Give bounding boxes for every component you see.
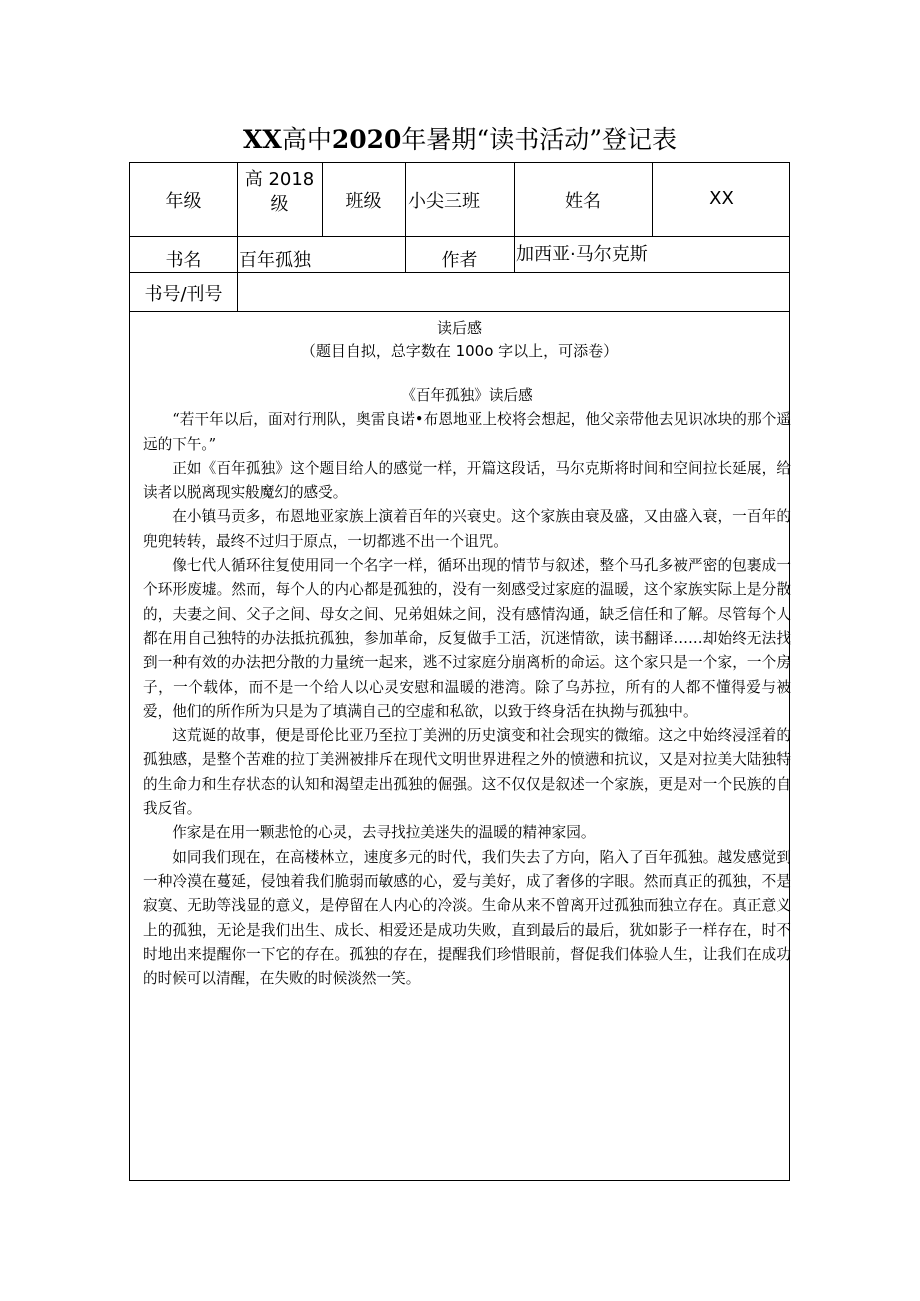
page-title [0,120,920,156]
essay-paragraph: “若干年以后，面对行刑队，奥雷良诺•布恩地亚上校将会想起，他父亲带他去见识冰块的那个遥远的下午。” [143,411,791,453]
review-essay [143,384,791,991]
col-divider [237,272,238,311]
class-value: 小尖三班 [408,191,480,212]
author-value: 加西亚·马尔克斯 [516,244,648,265]
col-divider [514,236,515,272]
name-value: XX [709,188,734,209]
essay-title: 《百年孤独》读后感 [401,387,533,404]
row-divider [130,236,789,237]
title-prefix: XX [243,125,282,154]
review-heading: 读后感 [436,319,482,337]
author-label: 作者 [441,250,478,271]
book-label: 书名 [165,250,202,271]
col-divider [405,163,406,236]
essay-paragraph: 在小镇马贡多，布恩地亚家族上演着百年的兴衰史。这个家族由衰及盛，又由盛入衰，一百年的兜兜转转，最终不过归于原点，一切都逃不出一个诅咒。 [143,508,791,550]
col-divider [237,236,238,272]
book-value: 百年孤独 [239,250,311,271]
title-middle: 高中 [281,125,332,154]
row-divider [130,311,789,312]
essay-paragraph: 如同我们现在，在高楼林立，速度多元的时代，我们失去了方向，陷入了百年孤独。越发感觉到一种冷漠在蔓延，侵蚀着我们脆弱而敏感的心，爱与美好，成了奢侈的字眼。然而真正的孤独，不是寂寞、无助等浅显的意义，是停留在人内心的冷淡。生命从来不曾离开过孤独而独立存在。真正意义上的孤独，无论是我们出生、成长、相爱还是成功失败，直到最后的最后，犹如影子一样存在，时不时地出来提醒你一下它的存在。孤独的存在，提醒我们珍惜眼前，督促我们体验人生，让我们在成功的时候可以清醒，在失败的时候淡然一笑。 [143,848,791,988]
essay-paragraph: 这荒诞的故事，便是哥伦比亚乃至拉丁美洲的历史演变和社会现实的微缩。这之中始终浸淫着的孤独感，是整个苦难的拉丁美洲被排斥在现代文明世界进程之外的愤懑和抗议，又是对拉美大陆独特的生命力和生存状态的认知和渴望走出孤独的倔强。这不仅仅是叙述一个家族，更是对一个民族的自我反省。 [143,727,791,818]
grade-label: 年级 [165,191,202,212]
title-rest: 年暑期“读书活动”登记表 [401,125,677,154]
essay-paragraph: 正如《百年孤独》这个题目给人的感觉一样，开篇这段话，马尔克斯将时间和空间拉长延展，给读者以脱离现实般魔幻的感受。 [143,459,791,502]
title-year: 2020 [331,125,402,154]
class-label: 班级 [345,191,382,212]
review-instruction: （题目自拟，总字数在 100o 字以上，可添卷） [300,342,619,360]
grade-value: 高 2018 级 [244,169,315,215]
essay-paragraph: 像七代人循环往复使用同一个名字一样，循环出现的情节与叙述，整个马孔多被严密的包裹成一个环形废墟。然而，每个人的内心都是孤独的，没有一刻感受过家庭的温暖，这个家族实际上是分散的，夫妻之间、父子之间、母女之间、兄弟姐妹之间，没有感情沟通，缺乏信任和了解。尽管每个人都在用自己独特的办法抵抗孤独，参加革命，反复做手工活，沉迷情欲，读书翻译……却始终无法找到一种有效的办法把分散的力量统一起来，逃不过家庭分崩离析的命运。这个家只是一个家，一个房子，一个载体，而不是一个给人以心灵安慰和温暖的港湾。除了乌苏拉，所有的人都不懂得爱与被爱，他们的所作所为只是为了填满自己的空虚和私欲，以致于终身活在执拗与孤独中。 [143,557,791,720]
isbn-label: 书号/刊号 [144,284,223,305]
name-label: 姓名 [565,191,601,212]
essay-paragraph: 作家是在用一颗悲怆的心灵，去寻找拉美迷失的温暖的精神家园。 [172,824,596,842]
